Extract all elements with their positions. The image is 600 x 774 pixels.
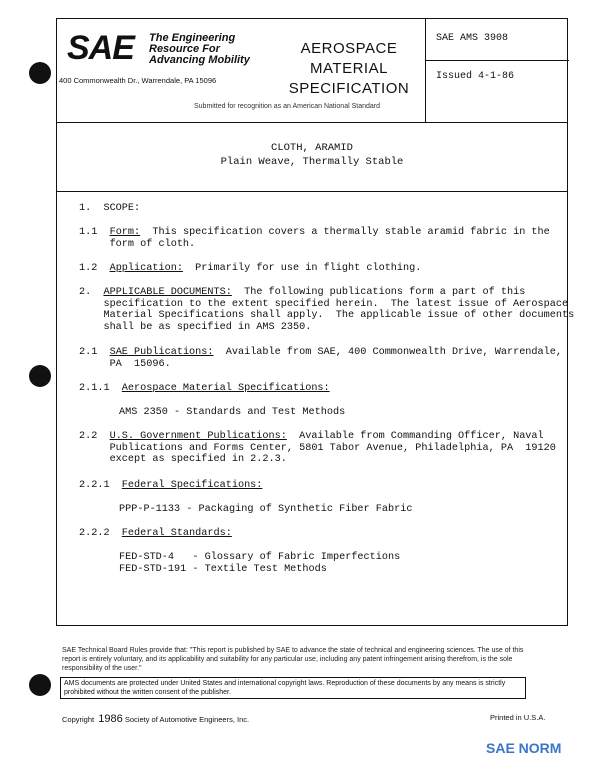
sae-norm-watermark: SAE NORM bbox=[486, 740, 562, 756]
sae-tagline: The Engineering Resource For Advancing Mobility bbox=[149, 32, 250, 66]
section-2-2-2-federal-standards: 2.2.2 Federal Standards: bbox=[79, 528, 232, 539]
copyright-line: Copyright 1986 Society of Automotive Engineers, Inc. bbox=[62, 713, 250, 725]
ppp-p-1133-entry: PPP-P-1133 - Packaging of Synthetic Fiber Fabric bbox=[119, 504, 413, 515]
binder-hole-middle bbox=[29, 365, 51, 387]
binder-hole-bottom bbox=[29, 674, 51, 696]
section-1-1-form: 1.1 Form: This specification covers a thermally stable aramid fabric in the form of cloth. bbox=[79, 227, 550, 250]
fed-std-4-entry: FED-STD-4 - Glossary of Fabric Imperfections bbox=[119, 552, 401, 563]
title-divider bbox=[57, 191, 567, 192]
section-2-2-government-publications: 2.2 U.S. Government Publications: Available from Commanding Officer, Naval Publications and Forms Center, 5801 Tabor Avenue, Philadelphia, PA 19120 except as specified in 2.2.3. bbox=[79, 431, 556, 465]
binder-hole-top bbox=[29, 62, 51, 84]
spec-type: AEROSPACE MATERIAL SPECIFICATION bbox=[288, 40, 410, 97]
fed-std-191-entry: FED-STD-191 - Textile Test Methods bbox=[119, 564, 327, 575]
board-rules-text: SAE Technical Board Rules provide that: "This report is published by SAE to advance the state of technical and engineering sciences. The use of this report is entirely voluntary, and its applicability and suitability for any particular use, including any patent infringement arising therefrom, is the sole responsibility of the user." bbox=[62, 647, 524, 672]
doc-number: SAE AMS 3908 bbox=[436, 33, 509, 44]
doc-id-box bbox=[425, 19, 569, 122]
ams-2350-entry: AMS 2350 - Standards and Test Methods bbox=[119, 407, 346, 418]
sae-logo: SAE bbox=[67, 29, 134, 67]
printed-in: Printed in U.S.A. bbox=[490, 713, 546, 722]
section-1-scope: 1. SCOPE: bbox=[79, 203, 141, 214]
section-2-1-sae-publications: 2.1 SAE Publications: Available from SAE, 400 Commonwealth Drive, Warrendale, PA 15096. bbox=[79, 347, 562, 370]
submitted-note: Submitted for recognition as an American National Standard bbox=[194, 103, 380, 110]
sae-address: 400 Commonwealth Dr., Warrendale, PA 15096 bbox=[59, 76, 217, 85]
section-2-applicable-documents: 2. APPLICABLE DOCUMENTS: The following publications form a part of this specification to the extent specified herein. The latest issue of Aerospace Material Specifications shall apply. The applicable issue of other documents shall be as specified in AMS 2350. bbox=[79, 287, 575, 333]
section-2-2-1-federal-specifications: 2.2.1 Federal Specifications: bbox=[79, 480, 263, 491]
document-title: CLOTH, ARAMID Plain Weave, Thermally Stable bbox=[220, 142, 404, 168]
header-divider bbox=[57, 122, 567, 123]
copyright-notice-box: AMS documents are protected under United States and international copyright laws. Reproduction of these documents by any means is strictly prohibited without the written consent of the publisher. bbox=[60, 677, 526, 699]
document-frame bbox=[56, 18, 575, 626]
section-1-2-application: 1.2 Application: Primarily for use in flight clothing. bbox=[79, 263, 422, 274]
section-2-1-1-ams: 2.1.1 Aerospace Material Specifications: bbox=[79, 383, 330, 394]
issued-date: Issued 4-1-86 bbox=[436, 71, 515, 82]
